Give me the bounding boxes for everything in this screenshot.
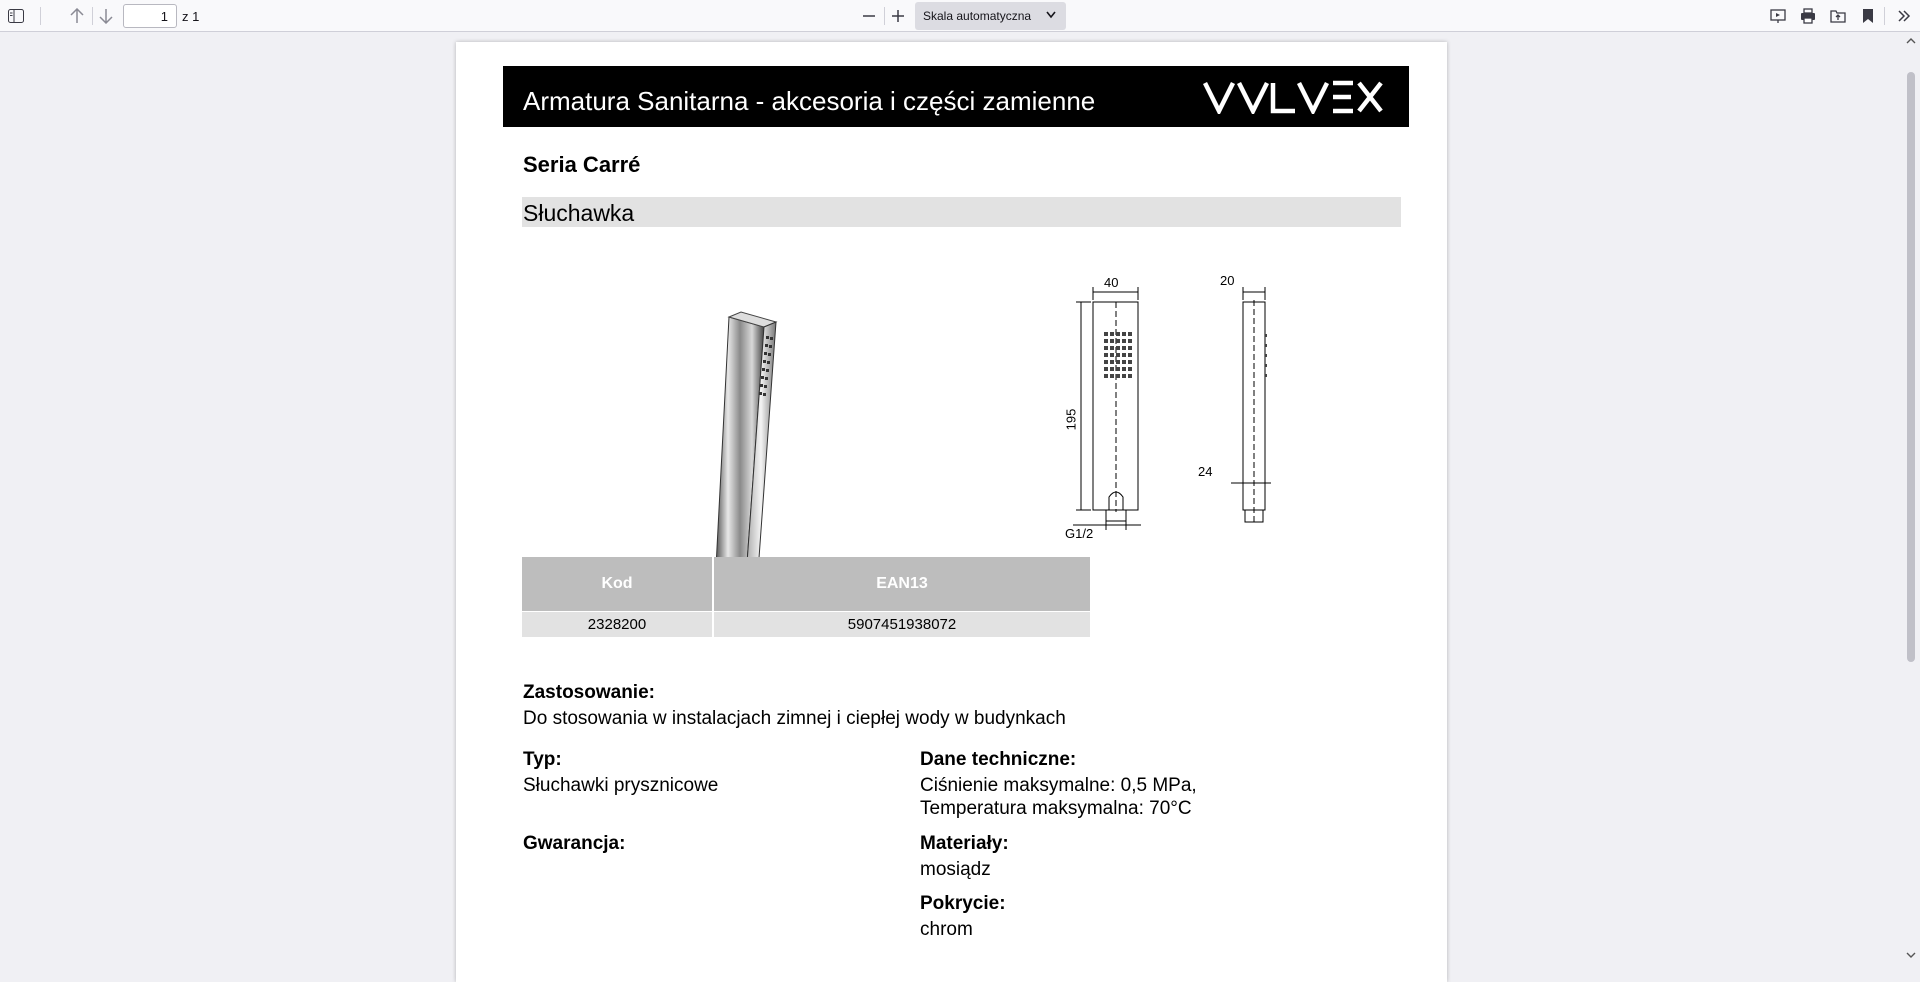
typ-value: Słuchawki prysznicowe [523,775,719,796]
series-title: Seria Carré [523,152,641,177]
dim-height: 195 [1063,408,1079,431]
gwarancja-label: Gwarancja: [523,833,626,854]
materialy-value: mosiądz [920,859,991,880]
toolbar-separator [40,7,41,25]
table-header-row [522,557,1090,612]
dim-neck: 24 [1198,464,1213,479]
dane-techniczne-label: Dane techniczne: [920,749,1077,770]
next-page-button[interactable] [93,4,119,28]
scroll-down-icon[interactable] [1906,950,1916,960]
zastosowanie-value: Do stosowania w instalacjach zimnej i ciepłej wody w budynkach [523,708,1066,729]
arrow-up-icon [70,8,84,24]
print-button[interactable] [1795,4,1821,28]
product-name: Słuchawka [523,200,635,226]
dane-line-1: Ciśnienie maksymalne: 0,5 MPa, [920,775,1197,796]
dim-thread: G1/2 [1065,526,1094,541]
folder-open-icon [1830,8,1846,24]
pdf-page [456,42,1447,982]
open-file-button[interactable] [1825,4,1851,28]
product-code-table [522,557,1090,637]
column-header-ean13: EAN13 [713,557,1090,612]
table-row [522,612,1090,638]
scrollbar-thumb[interactable] [1907,72,1915,662]
chevron-double-right-icon [1897,9,1911,23]
presentation-mode-button[interactable] [1765,4,1791,28]
scroll-up-icon[interactable] [1906,36,1916,46]
cell-ean13: 5907451938072 [713,612,1090,638]
pokrycie-label: Pokrycie: [920,893,1006,914]
zoom-out-button[interactable] [856,4,882,28]
document-header-bar [503,66,1409,127]
arrow-down-icon [99,8,113,24]
chevron-down-icon [1046,11,1056,19]
column-header-kod: Kod [522,557,713,612]
sidebar-toggle-button[interactable] [3,4,29,28]
dim-depth: 20 [1220,273,1235,288]
dane-line-2: Temperatura maksymalna: 70°C [920,798,1192,819]
printer-icon [1800,8,1816,24]
previous-page-button[interactable] [64,4,90,28]
typ-label: Typ: [523,749,562,770]
pdf-toolbar [0,0,1920,32]
product-name-band [522,197,1401,227]
toolbar-separator [1884,7,1885,25]
hand-shower-photo [694,272,794,592]
page-number-input[interactable] [123,4,177,28]
vertical-scrollbar[interactable] [1902,32,1920,966]
zoom-select-value: Skala automatyczna [923,9,1032,23]
zoom-select[interactable] [915,2,1066,30]
presentation-icon [1770,8,1786,24]
cell-kod: 2328200 [522,612,713,638]
zastosowanie-label: Zastosowanie: [523,682,655,703]
plus-icon [891,9,905,23]
bookmark-button[interactable] [1855,4,1881,28]
sidebar-toggle-icon [8,9,24,23]
document-header-title: Armatura Sanitarna - akcesoria i części zamienne [523,86,1096,116]
valvex-logo [1203,80,1385,114]
dim-width: 40 [1104,275,1119,290]
minus-icon [862,9,876,23]
bookmark-icon [1862,8,1874,24]
tools-menu-button[interactable] [1891,4,1917,28]
pokrycie-value: chrom [920,919,973,940]
page-count-label: z 1 [182,9,200,24]
technical-drawing [1061,272,1301,592]
zoom-in-button[interactable] [885,4,911,28]
materialy-label: Materiały: [920,833,1009,854]
